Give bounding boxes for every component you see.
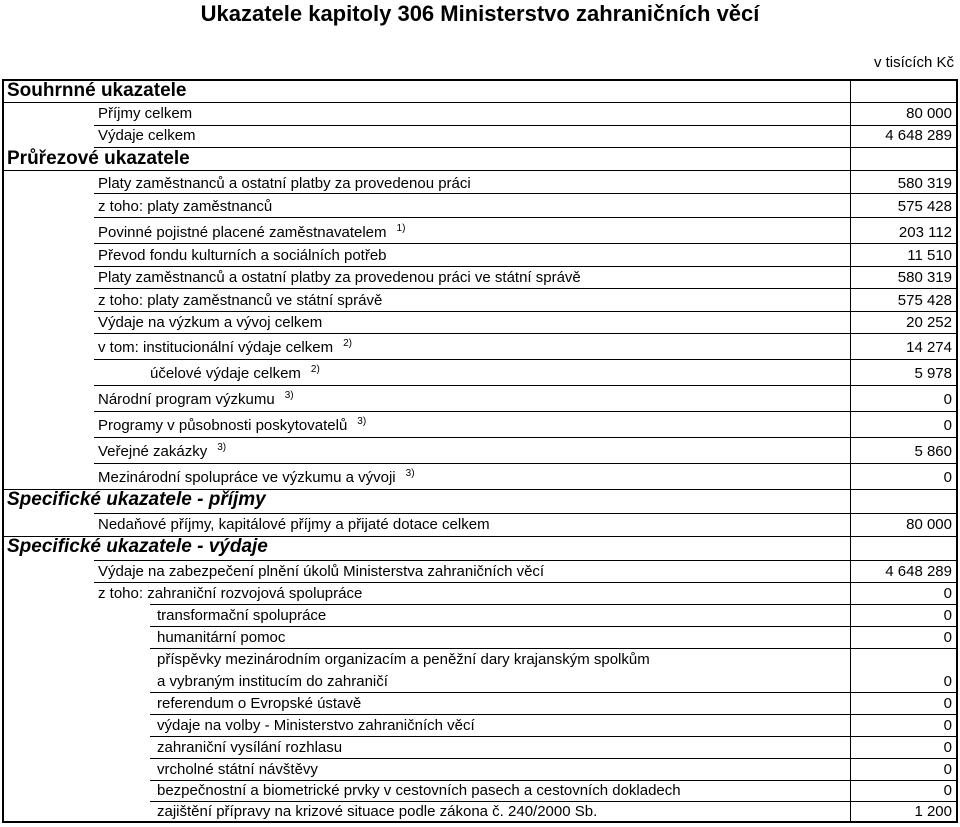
row-divider [94, 513, 958, 514]
row-divider [94, 125, 958, 126]
footnote-marker: 3) [284, 390, 294, 401]
row-text-institucionalni: v tom: institucionální výdaje celkem [98, 339, 334, 356]
footnote-marker: 3) [357, 416, 367, 427]
row-divider [94, 437, 958, 438]
row-label-zakazky [98, 443, 226, 461]
row-value-nedanove: 80 000 [906, 516, 952, 533]
row-divider [94, 411, 958, 412]
row-label-platy-zam-ss: z toho: platy zaměstnanců ve státní správě [98, 292, 383, 309]
row-text-narodni-program: Národní program výzkumu [98, 391, 275, 408]
row-value-institucionalni: 14 274 [906, 339, 952, 356]
footnote-marker: 3) [217, 442, 227, 453]
row-text-pojistne: Povinné pojistné placené zaměstnavatelem [98, 224, 387, 241]
row-value-referendum: 0 [943, 695, 952, 712]
row-text-mezinarodni: Mezinárodní spolupráce ve výzkumu a vývoji [98, 469, 396, 486]
row-value-rozvojova: 0 [943, 585, 952, 602]
row-label-programy [98, 417, 366, 435]
row-value-humanitarni: 0 [943, 629, 952, 646]
row-divider [150, 648, 958, 649]
row-divider [150, 780, 958, 781]
row-label-platy-ss: Platy zaměstnanců a ostatní platby za provedenou práci ve státní správě [98, 269, 581, 286]
row-label-institucionalni [98, 339, 352, 357]
row-text-zakazky: Veřejné zakázky [98, 443, 208, 460]
row-value-transformacni: 0 [943, 607, 952, 624]
row-divider [150, 626, 958, 627]
row-divider [94, 560, 958, 561]
row-label-pasy: bezpečnostní a biometrické prvky v cestovních pasech a cestovních dokladech [157, 782, 681, 799]
row-label-vydaje-celkem: Výdaje celkem [98, 127, 196, 144]
row-text-programy: Programy v působnosti poskytovatelů [98, 417, 348, 434]
row-divider [94, 333, 958, 334]
row-label-humanitarni: humanitární pomoc [157, 629, 286, 646]
row-label-navstevy: vrcholné státní návštěvy [157, 761, 318, 778]
section-prurezove: Průřezové ukazatele [7, 148, 190, 169]
row-value-zakazky: 5 860 [914, 443, 952, 460]
row-divider [2, 170, 958, 171]
section-specificke-vydaje: Specifické ukazatele - výdaje [7, 536, 268, 557]
row-value-vydaje-celkem: 4 648 289 [885, 127, 952, 144]
row-divider [150, 801, 958, 802]
row-label-nedanove: Nedaňové příjmy, kapitálové příjmy a přijaté dotace celkem [98, 516, 490, 533]
row-divider [94, 243, 958, 244]
row-label-prispevky: příspěvky mezinárodním organizacím a peněžní dary krajanským spolkům [157, 651, 650, 668]
row-divider [94, 582, 958, 583]
row-value-platy-ss: 580 319 [897, 269, 952, 286]
row-value-mezinarodni: 0 [943, 469, 952, 486]
row-label-prijmy-celkem: Příjmy celkem [98, 105, 193, 122]
row-label-vyzkum: Výdaje na výzkum a vývoj celkem [98, 314, 323, 331]
row-divider [94, 193, 958, 194]
row-label-transformacni: transformační spolupráce [157, 607, 327, 624]
row-label-platy-zamestnancu: z toho: platy zaměstnanců [98, 198, 273, 215]
row-divider [94, 385, 958, 386]
value-column-divider [850, 79, 851, 823]
row-value-programy: 0 [943, 417, 952, 434]
footnote-marker: 2) [343, 338, 353, 349]
row-divider [94, 217, 958, 218]
row-label-rozhlas: zahraniční vysílání rozhlasu [157, 739, 343, 756]
row-label-zabezpeceni: Výdaje na zabezpečení plnění úkolů Ministerstva zahraničních věcí [98, 563, 545, 580]
row-value-vyzkum: 20 252 [906, 314, 952, 331]
row-value-krizove: 1 200 [914, 803, 952, 820]
row-value-prispevky: 0 [943, 673, 952, 690]
row-divider [94, 288, 958, 289]
row-value-ucelove: 5 978 [914, 365, 952, 382]
row-divider [2, 102, 958, 103]
row-label-volby: výdaje na volby - Ministerstvo zahraničních věcí [157, 717, 475, 734]
row-value-pasy: 0 [943, 782, 952, 799]
row-divider [94, 147, 958, 148]
page-title: Ukazatele kapitoly 306 Ministerstvo zahraničních věcí [200, 1, 760, 26]
unit-label: v tisících Kč [873, 54, 954, 71]
row-label-mezinarodni [98, 469, 415, 487]
row-text-ucelove: účelové výdaje celkem [150, 365, 301, 382]
row-value-platy-zamestnancu: 575 428 [897, 198, 952, 215]
section-specificke-prijmy: Specifické ukazatele - příjmy [7, 489, 266, 510]
row-label-prispevky-2: a vybraným institucím do zahraničí [157, 673, 388, 690]
row-value-platy: 580 319 [897, 175, 952, 192]
row-label-fksp: Převod fondu kulturních a sociálních potřeb [98, 247, 387, 264]
row-divider [150, 692, 958, 693]
row-value-narodni-program: 0 [943, 391, 952, 408]
row-value-volby: 0 [943, 717, 952, 734]
row-divider [150, 758, 958, 759]
footnote-marker: 3) [405, 468, 415, 479]
row-divider [94, 359, 958, 360]
row-label-pojistne [98, 224, 405, 242]
row-value-fksp: 11 510 [907, 247, 952, 264]
row-divider [150, 714, 958, 715]
footnote-marker: 1) [396, 223, 406, 234]
row-divider [94, 266, 958, 267]
row-value-prijmy-celkem: 80 000 [906, 105, 952, 122]
row-divider [150, 736, 958, 737]
row-label-referendum: referendum o Evropské ústavě [157, 695, 362, 712]
row-label-platy: Platy zaměstnanců a ostatní platby za provedenou práci [98, 175, 471, 192]
row-label-rozvojova: z toho: zahraniční rozvojová spolupráce [98, 585, 363, 602]
section-souhrnne: Souhrnné ukazatele [7, 80, 187, 101]
row-value-zabezpeceni: 4 648 289 [885, 563, 952, 580]
row-value-navstevy: 0 [943, 761, 952, 778]
row-value-platy-zam-ss: 575 428 [897, 292, 952, 309]
row-divider [150, 604, 958, 605]
row-label-krizove: zajištění přípravy na krizové situace podle zákona č. 240/2000 Sb. [157, 803, 598, 820]
row-divider [94, 463, 958, 464]
row-label-narodni-program [98, 391, 294, 409]
row-divider [94, 311, 958, 312]
row-label-ucelove [150, 365, 320, 383]
row-value-pojistne: 203 112 [898, 224, 952, 241]
footnote-marker: 2) [310, 364, 320, 375]
row-value-rozhlas: 0 [943, 739, 952, 756]
